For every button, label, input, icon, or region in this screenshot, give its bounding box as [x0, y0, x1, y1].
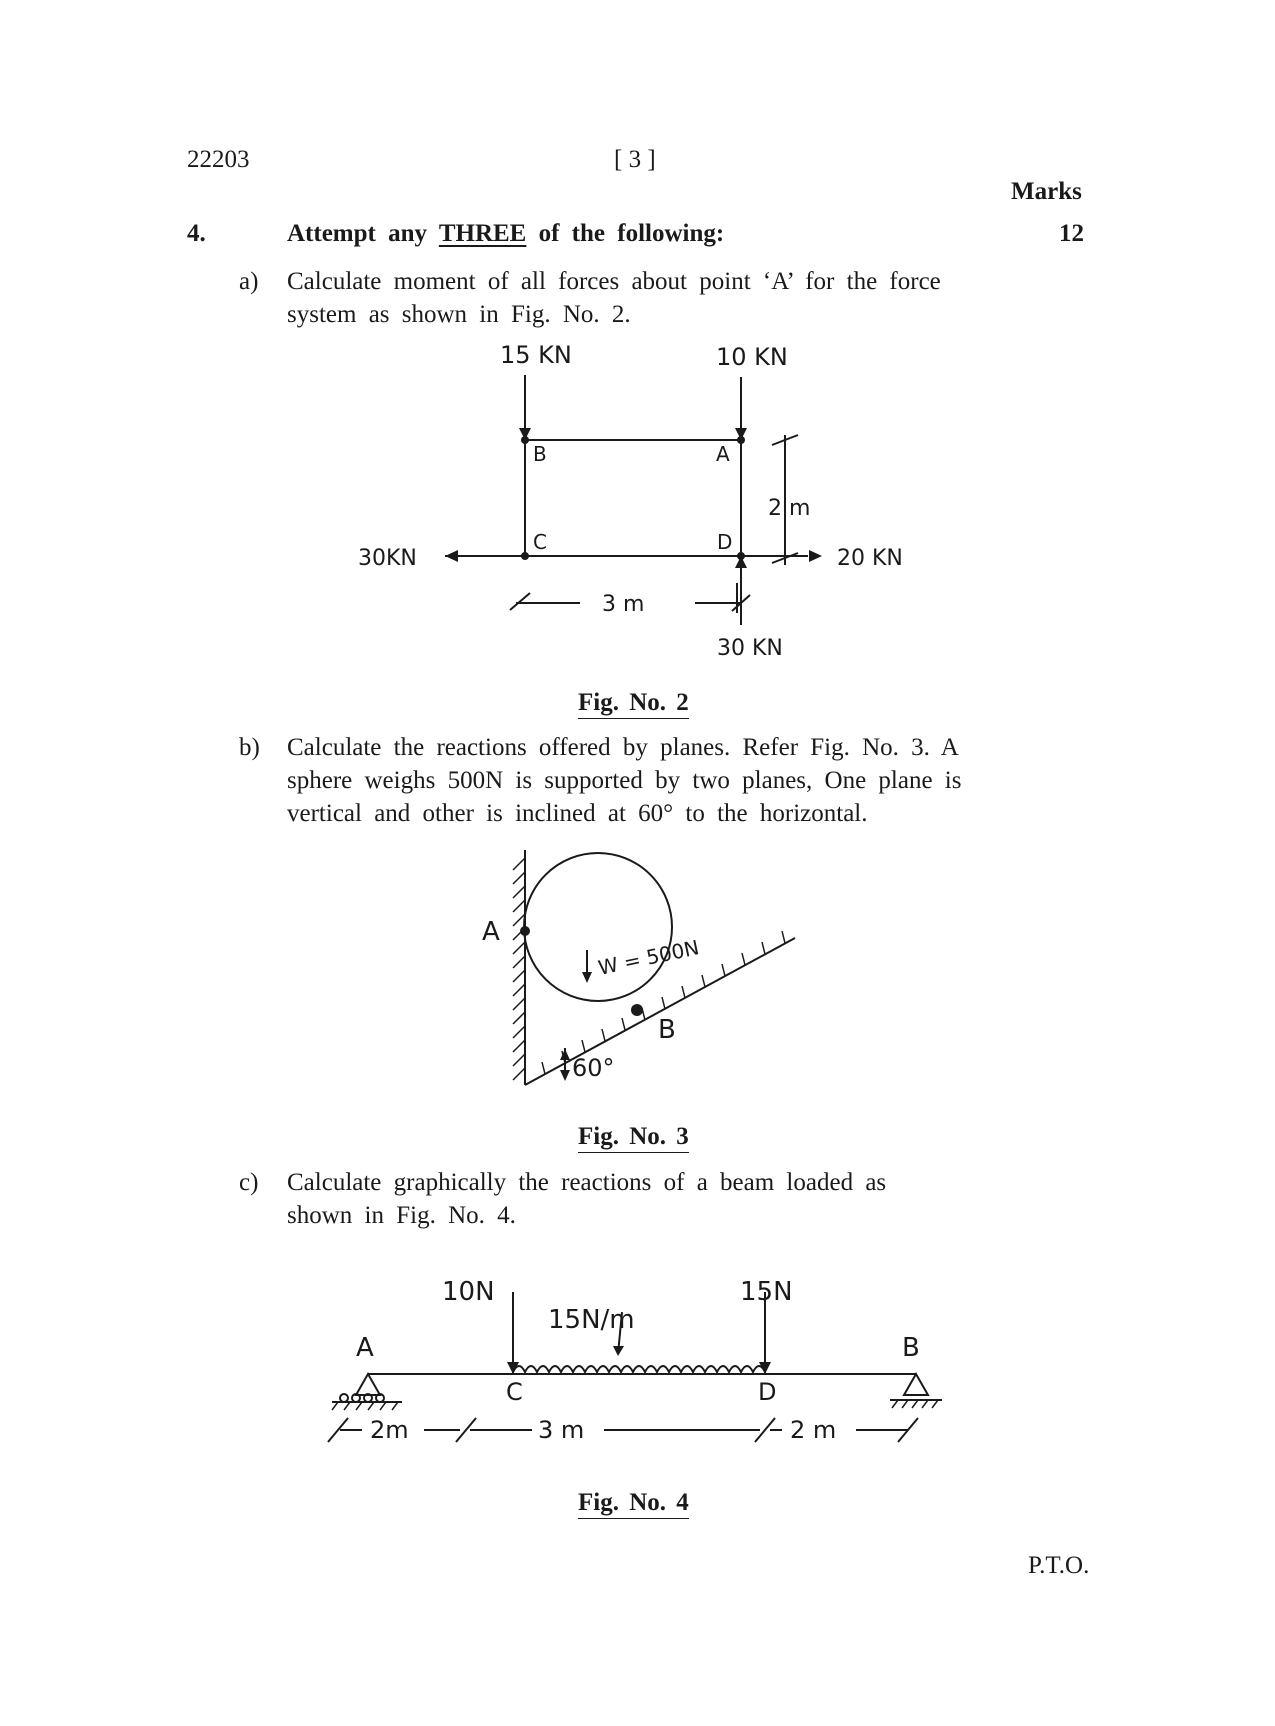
figure-2-force-system: [340, 335, 940, 670]
question-instruction: [287, 220, 724, 248]
part-b-label: b): [239, 734, 260, 761]
height-dimension-label: 2 m: [768, 496, 811, 521]
figure-4-caption: Fig. No. 4: [578, 1489, 689, 1519]
page-number: [ 3 ]: [614, 146, 656, 173]
figure-3-caption: Fig. No. 3: [578, 1123, 689, 1153]
paper-code: 22203: [187, 146, 250, 173]
part-c-label: c): [239, 1169, 259, 1196]
part-c-text: [287, 1166, 1027, 1232]
force-label-20kn: 20 KN: [837, 546, 903, 571]
part-c-line2: shown in Fig. No. 4.: [287, 1202, 516, 1229]
span-cd-label: 3 m: [538, 1416, 585, 1444]
part-a-text: [287, 265, 1017, 331]
part-b-line3: vertical and other is inclined at 60° to the horizontal.: [287, 800, 868, 827]
point-d-label: D: [758, 1378, 777, 1406]
point-b-label: B: [658, 1015, 676, 1045]
angle-label: 60°: [572, 1054, 615, 1082]
point-b-label: B: [533, 442, 547, 466]
question-marks: 12: [1059, 220, 1084, 247]
figure-4-beam: [320, 1250, 960, 1460]
part-b-line2: sphere weighs 500N is supported by two planes, One plane is: [287, 767, 962, 794]
load-label-15n: 15N: [740, 1277, 793, 1307]
point-a-label: A: [482, 917, 500, 947]
pto-note: P.T.O.: [1028, 1552, 1090, 1579]
force-label-10kn: 10 KN: [716, 343, 788, 371]
point-a-label: A: [716, 442, 730, 466]
figure-2-caption: Fig. No. 2: [578, 689, 689, 719]
support-b-label: B: [902, 1333, 920, 1363]
force-label-15kn: 15 KN: [500, 341, 572, 369]
load-label-10n: 10N: [442, 1277, 495, 1307]
part-b-line1: Calculate the reactions offered by planes. Refer Fig. No. 3. A: [287, 734, 959, 761]
span-db-label: 2 m: [790, 1416, 837, 1444]
marks-heading: Marks: [1011, 178, 1082, 205]
part-b-text: [287, 731, 1027, 830]
point-c-label: C: [506, 1378, 523, 1406]
part-a-label: a): [239, 268, 259, 295]
instruction-pre: Attempt any: [287, 220, 428, 247]
support-a-label: A: [356, 1333, 374, 1363]
question-number: 4.: [187, 220, 206, 247]
part-a-line2: system as shown in Fig. No. 2.: [287, 301, 631, 328]
instruction-emphasis: THREE: [438, 220, 527, 247]
span-ac-label: 2m: [370, 1416, 409, 1444]
part-c-line1: Calculate graphically the reactions of a beam loaded as: [287, 1169, 887, 1196]
point-d-label: D: [717, 530, 733, 554]
udl-label: 15N/m: [548, 1305, 635, 1335]
weight-label: W = 500N: [596, 935, 702, 980]
force-label-30kn-left: 30KN: [358, 546, 417, 571]
instruction-post: of the following:: [538, 220, 725, 247]
width-dimension-label: 3 m: [602, 592, 645, 617]
point-c-label: C: [533, 530, 547, 554]
figure-3-sphere-on-planes: [470, 840, 810, 1100]
force-label-30kn-up: 30 KN: [717, 636, 783, 661]
part-a-line1: Calculate moment of all forces about point ‘A’ for the force: [287, 268, 941, 295]
